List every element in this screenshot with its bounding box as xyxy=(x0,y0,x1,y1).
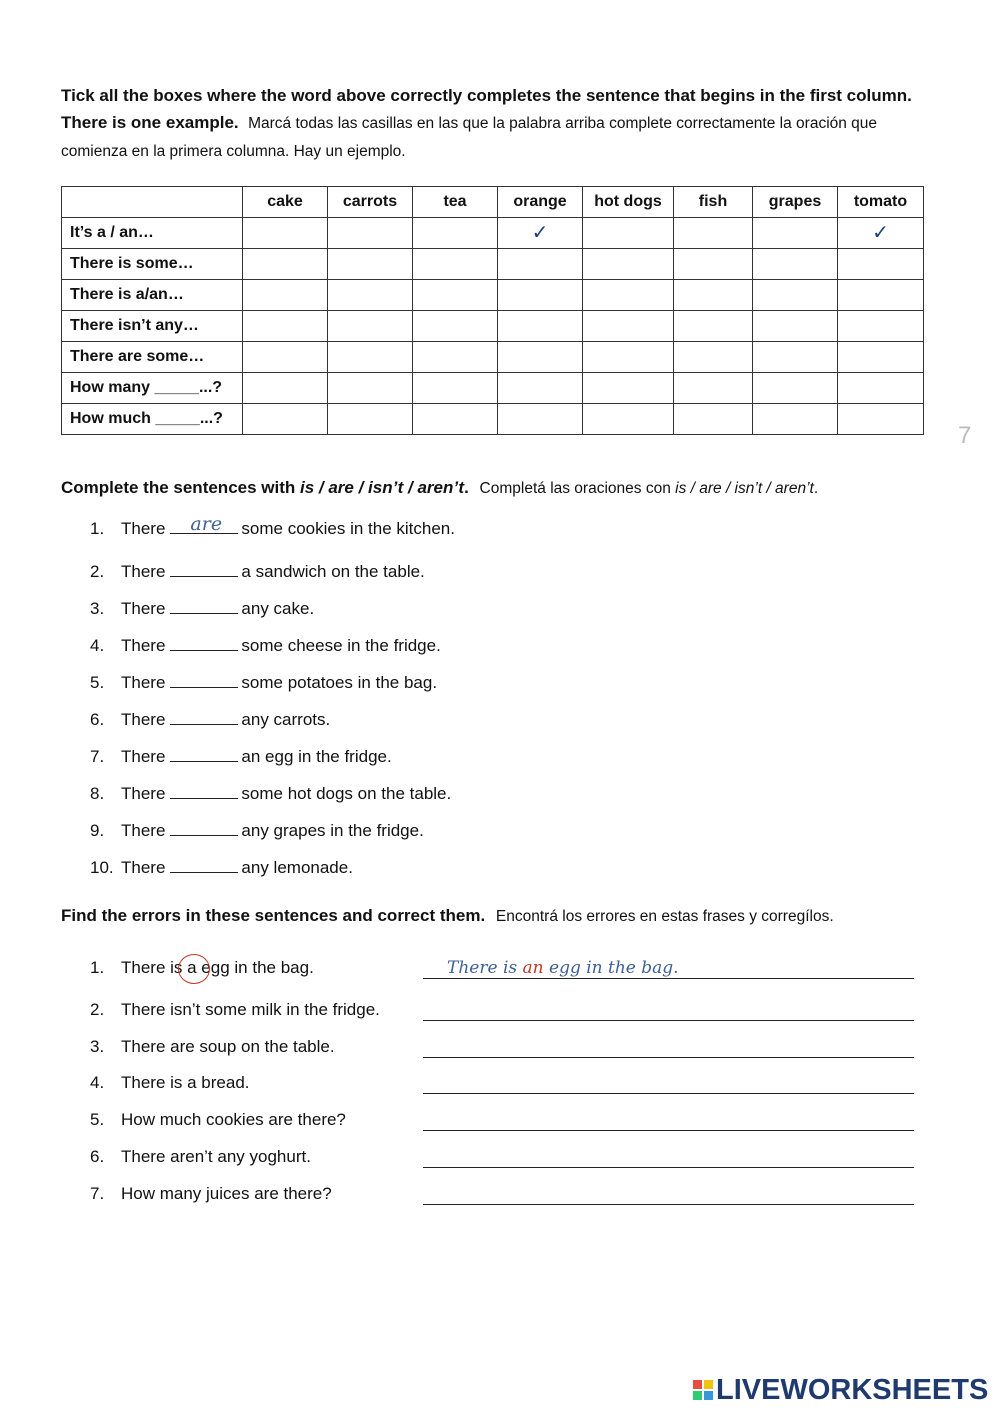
tick-box[interactable] xyxy=(243,342,328,373)
tick-box[interactable] xyxy=(243,404,328,435)
correction-pre: There is xyxy=(447,958,523,978)
header-blank xyxy=(62,187,243,218)
item-number: 1. xyxy=(90,519,105,538)
tick-box[interactable] xyxy=(243,280,328,311)
tick-box[interactable] xyxy=(498,373,583,404)
tick-box[interactable] xyxy=(838,218,924,249)
answer-blank[interactable] xyxy=(170,746,238,762)
column-header: hot dogs xyxy=(583,187,674,218)
tick-box[interactable] xyxy=(674,342,753,373)
correction-line[interactable] xyxy=(423,1130,914,1131)
error-sentence: There is a egg in the bag. xyxy=(121,958,314,977)
list-item xyxy=(90,746,392,767)
list-item xyxy=(90,820,424,841)
tick-box[interactable] xyxy=(328,311,413,342)
correction-post: egg in the bag. xyxy=(543,958,679,978)
item-pre: There xyxy=(121,562,166,581)
tick-box[interactable] xyxy=(674,249,753,280)
tick-box[interactable] xyxy=(838,311,924,342)
column-header: orange xyxy=(498,187,583,218)
item-number: 6. xyxy=(90,710,105,729)
item-number: 10. xyxy=(90,858,114,877)
tick-box[interactable] xyxy=(413,280,498,311)
item-number: 4. xyxy=(90,636,105,655)
item-number: 4. xyxy=(90,1073,105,1092)
instruction-bold-1: Tick all the boxes where the word above correctly completes the sentence that begins in the first column. xyxy=(61,86,912,105)
logo-square xyxy=(693,1380,702,1389)
logo-text: LIVEWORKSHEETS xyxy=(716,1373,989,1406)
answer-blank[interactable] xyxy=(170,820,238,836)
tick-box[interactable] xyxy=(583,404,674,435)
item-post: some cookies in the kitchen. xyxy=(241,519,455,538)
answer-blank[interactable] xyxy=(170,709,238,725)
table-row xyxy=(62,218,924,249)
item-number: 7. xyxy=(90,747,105,766)
item-post: some hot dogs on the table. xyxy=(241,784,452,803)
tick-box[interactable] xyxy=(498,404,583,435)
tick-box[interactable] xyxy=(498,249,583,280)
tick-box[interactable] xyxy=(838,404,924,435)
instruction-es-words: is / are / isn’t / aren’t xyxy=(675,480,814,497)
column-header: tomato xyxy=(838,187,924,218)
tick-box[interactable] xyxy=(243,311,328,342)
item-post: any lemonade. xyxy=(241,858,353,877)
row-label: How much _____...? xyxy=(62,404,243,435)
tick-box[interactable] xyxy=(498,280,583,311)
instruction-es-text: Completá las oraciones con xyxy=(479,480,676,497)
tick-box[interactable] xyxy=(498,218,583,249)
item-pre: There xyxy=(121,599,166,618)
list-item xyxy=(90,783,451,804)
answer-blank[interactable] xyxy=(170,513,238,535)
instruction-es-period: . xyxy=(813,480,819,497)
tick-box[interactable] xyxy=(674,280,753,311)
column-header: fish xyxy=(674,187,753,218)
item-pre: There xyxy=(121,519,166,538)
tick-box[interactable] xyxy=(328,342,413,373)
item-number: 1. xyxy=(90,958,105,977)
correction-line[interactable] xyxy=(423,1057,914,1058)
list-item xyxy=(90,1037,335,1057)
item-pre: There xyxy=(121,673,166,692)
row-label: There is some… xyxy=(62,249,243,280)
section2-heading xyxy=(61,478,818,498)
tick-box[interactable] xyxy=(838,280,924,311)
item-number: 8. xyxy=(90,784,105,803)
tick-box[interactable] xyxy=(583,249,674,280)
table-row xyxy=(62,342,924,373)
item-number: 2. xyxy=(90,1000,105,1019)
logo-squares-icon xyxy=(693,1380,713,1400)
tick-box[interactable] xyxy=(583,311,674,342)
list-item xyxy=(90,598,314,619)
tick-box[interactable] xyxy=(674,373,753,404)
section3-heading xyxy=(61,906,834,926)
error-circle-mark xyxy=(178,954,210,984)
item-post: any carrots. xyxy=(241,710,331,729)
tick-box[interactable] xyxy=(413,342,498,373)
tick-box[interactable] xyxy=(328,218,413,249)
tick-box[interactable] xyxy=(413,311,498,342)
error-sentence: There isn’t some milk in the fridge. xyxy=(121,1000,380,1019)
list-item xyxy=(90,561,425,582)
instruction-bold-2: There is one example. xyxy=(61,113,239,132)
tick-box[interactable] xyxy=(753,218,838,249)
column-header: grapes xyxy=(753,187,838,218)
heading-period: . xyxy=(464,478,469,497)
item-number: 6. xyxy=(90,1147,105,1166)
item-post: some potatoes in the bag. xyxy=(241,673,438,692)
tick-box[interactable] xyxy=(753,342,838,373)
item-post: any grapes in the fridge. xyxy=(241,821,424,840)
answer-text: are xyxy=(190,513,223,535)
tick-box[interactable] xyxy=(674,404,753,435)
tick-box[interactable] xyxy=(413,404,498,435)
tick-box[interactable] xyxy=(583,218,674,249)
correction-line[interactable] xyxy=(423,1020,914,1021)
row-label: It’s a / an… xyxy=(62,218,243,249)
tick-box[interactable] xyxy=(753,373,838,404)
item-pre: There xyxy=(121,784,166,803)
tick-box[interactable] xyxy=(583,280,674,311)
item-pre: There xyxy=(121,858,166,877)
tick-box[interactable] xyxy=(674,311,753,342)
item-pre: There xyxy=(121,636,166,655)
error-sentence: There are soup on the table. xyxy=(121,1037,335,1056)
liveworksheets-logo xyxy=(693,1374,988,1406)
item-post: some cheese in the fridge. xyxy=(241,636,441,655)
tick-box[interactable] xyxy=(328,404,413,435)
table-row xyxy=(62,373,924,404)
instruction-spanish: Encontrá los errores en estas frases y corregílos. xyxy=(495,908,834,925)
instruction-spanish: Marcá todas las casillas en las que la palabra arriba complete correctamente la oración que comienza en la primera columna. Hay un ejemplo. xyxy=(61,115,878,160)
tick-box[interactable] xyxy=(243,218,328,249)
item-post: a sandwich on the table. xyxy=(241,562,425,581)
tick-box[interactable] xyxy=(838,249,924,280)
list-item xyxy=(90,857,353,878)
item-number: 9. xyxy=(90,821,105,840)
error-sentence: There is a bread. xyxy=(121,1073,250,1092)
correction-fix: an xyxy=(522,958,544,978)
answer-blank[interactable] xyxy=(170,598,238,614)
tick-box[interactable] xyxy=(583,373,674,404)
row-label: There isn’t any… xyxy=(62,311,243,342)
logo-square xyxy=(693,1391,702,1400)
tick-box[interactable] xyxy=(498,342,583,373)
answer-blank[interactable] xyxy=(170,635,238,651)
tick-box[interactable] xyxy=(674,218,753,249)
column-header: carrots xyxy=(328,187,413,218)
table-row xyxy=(62,249,924,280)
tick-box[interactable] xyxy=(583,342,674,373)
list-item xyxy=(90,635,441,656)
example-correction xyxy=(447,958,679,978)
list-item xyxy=(90,672,437,693)
tick-box[interactable] xyxy=(413,249,498,280)
correction-line[interactable] xyxy=(423,978,914,979)
error-sentence: How much cookies are there? xyxy=(121,1110,346,1129)
table-row xyxy=(62,311,924,342)
tick-box[interactable] xyxy=(413,218,498,249)
list-item xyxy=(90,709,330,730)
list-item xyxy=(90,513,455,539)
item-number: 2. xyxy=(90,562,105,581)
logo-square xyxy=(704,1391,713,1400)
list-item xyxy=(90,1184,332,1204)
logo-square xyxy=(704,1380,713,1389)
answer-blank[interactable] xyxy=(170,672,238,688)
table-row xyxy=(62,404,924,435)
error-sentence: How many juices are there? xyxy=(121,1184,332,1203)
checkmark-icon: ✓ xyxy=(531,221,549,244)
item-number: 7. xyxy=(90,1184,105,1203)
row-label: There are some… xyxy=(62,342,243,373)
tick-table xyxy=(61,186,924,435)
tick-box[interactable] xyxy=(753,249,838,280)
correction-line[interactable] xyxy=(423,1167,914,1168)
heading-text: Find the errors in these sentences and correct them. xyxy=(61,906,486,925)
list-item xyxy=(90,1110,346,1130)
page-number: 7 xyxy=(958,422,972,449)
tick-box[interactable] xyxy=(413,373,498,404)
item-pre: There xyxy=(121,710,166,729)
tick-box[interactable] xyxy=(753,280,838,311)
table-row xyxy=(62,280,924,311)
item-pre: There xyxy=(121,747,166,766)
tick-box[interactable] xyxy=(328,373,413,404)
item-number: 3. xyxy=(90,599,105,618)
item-number: 5. xyxy=(90,673,105,692)
column-header: tea xyxy=(413,187,498,218)
tick-box[interactable] xyxy=(243,373,328,404)
answer-blank[interactable] xyxy=(170,857,238,873)
item-pre: There xyxy=(121,821,166,840)
item-number: 5. xyxy=(90,1110,105,1129)
list-item xyxy=(90,1073,250,1093)
heading-words: is / are / isn’t / aren’t xyxy=(300,478,465,497)
tick-box[interactable] xyxy=(243,249,328,280)
tick-box[interactable] xyxy=(328,249,413,280)
column-header: cake xyxy=(243,187,328,218)
heading-text: Complete the sentences with xyxy=(61,478,300,497)
error-sentence: There aren’t any yoghurt. xyxy=(121,1147,311,1166)
item-number: 3. xyxy=(90,1037,105,1056)
table-header-row xyxy=(62,187,924,218)
instruction-spanish xyxy=(480,480,819,497)
row-label: There is a/an… xyxy=(62,280,243,311)
correction-line[interactable] xyxy=(423,1204,914,1205)
tick-box[interactable] xyxy=(838,342,924,373)
tick-box[interactable] xyxy=(328,280,413,311)
list-item xyxy=(90,1147,311,1167)
tick-box[interactable] xyxy=(753,311,838,342)
answer-blank[interactable] xyxy=(170,783,238,799)
correction-line[interactable] xyxy=(423,1093,914,1094)
section1-instructions xyxy=(61,82,941,165)
tick-box[interactable] xyxy=(498,311,583,342)
tick-box[interactable] xyxy=(753,404,838,435)
item-post: any cake. xyxy=(241,599,315,618)
tick-box[interactable] xyxy=(838,373,924,404)
item-post: an egg in the fridge. xyxy=(241,747,392,766)
checkmark-icon: ✓ xyxy=(872,221,889,244)
row-label: How many _____...? xyxy=(62,373,243,404)
answer-blank[interactable] xyxy=(170,561,238,577)
list-item xyxy=(90,1000,380,1020)
